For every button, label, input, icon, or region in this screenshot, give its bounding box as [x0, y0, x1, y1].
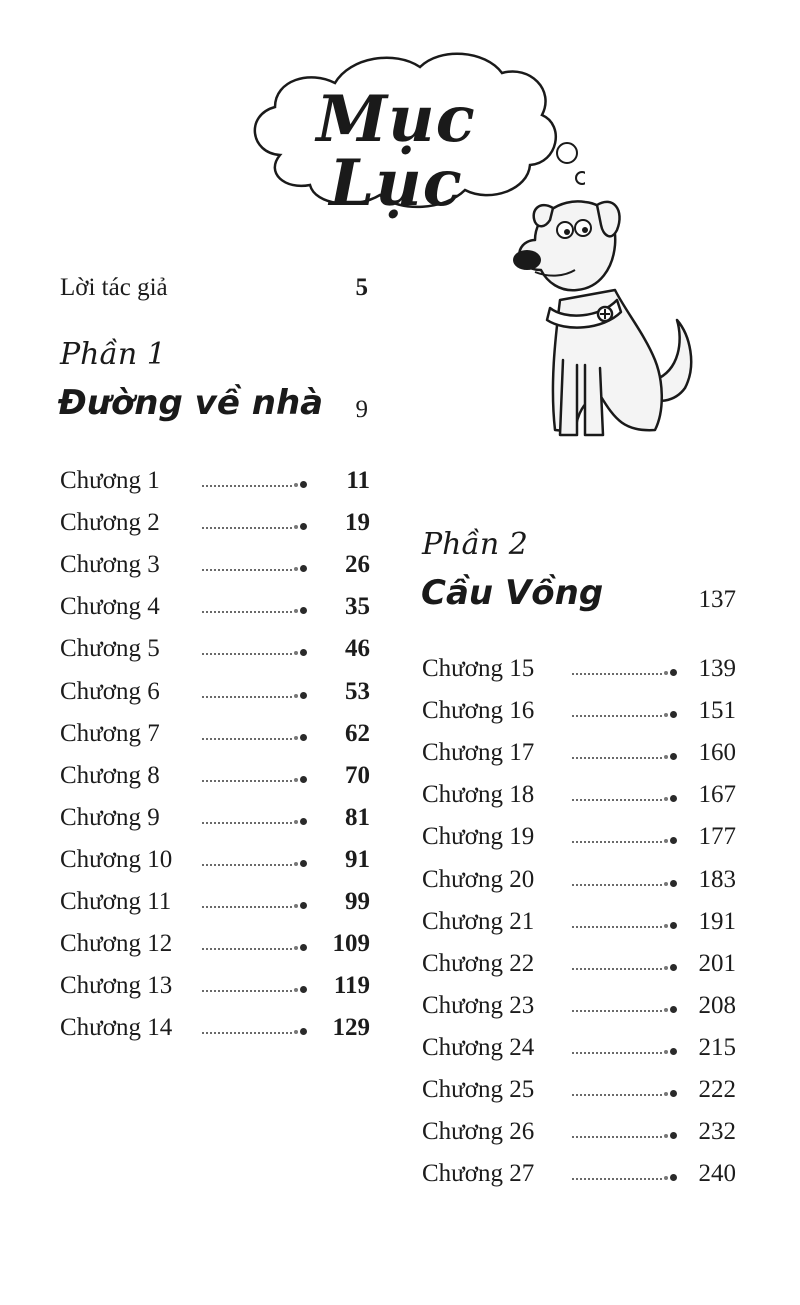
leader-dot-big — [300, 1028, 307, 1035]
dotted-leader — [202, 862, 292, 866]
chapter-page: 53 — [345, 677, 370, 705]
chapter-page: 139 — [698, 655, 736, 682]
cartoon-dog-illustration — [505, 190, 705, 440]
chapter-page: 91 — [345, 845, 370, 873]
chapter-page: 222 — [698, 1076, 736, 1103]
part1-label: Phần 1 — [60, 337, 166, 372]
chapter-label: Chương 13 — [60, 972, 173, 1000]
toc-chapter-row — [60, 466, 372, 496]
chapter-page: 177 — [698, 823, 736, 851]
part1-page: 9 — [355, 396, 368, 423]
chapter-page: 35 — [345, 593, 370, 621]
leader-dot-big — [300, 523, 307, 530]
toc-chapter-row — [422, 738, 738, 768]
chapter-page: 70 — [345, 761, 370, 789]
chapter-page: 167 — [698, 781, 736, 809]
chapter-label: Chương 4 — [60, 593, 160, 621]
dotted-leader — [572, 1134, 662, 1138]
chapter-label: Chương 21 — [422, 907, 535, 935]
part2-title: Cầu Vồng — [421, 573, 604, 613]
chapter-label: Chương 7 — [60, 719, 160, 747]
chapter-label: Chương 8 — [60, 761, 160, 789]
leader-dot-big — [670, 964, 677, 971]
toc-chapter-row — [60, 677, 372, 707]
leader-dot-small — [294, 567, 298, 571]
leader-dot-big — [670, 795, 677, 802]
leader-dot-big — [300, 649, 307, 656]
toc-chapter-row — [60, 803, 372, 833]
chapter-label: Chương 14 — [60, 1014, 173, 1042]
chapter-label: Chương 9 — [60, 803, 160, 831]
dotted-leader — [572, 839, 662, 843]
chapter-label: Chương 1 — [60, 467, 160, 494]
leader-dot-small — [664, 1176, 668, 1180]
leader-dot-big — [670, 1132, 677, 1139]
chapter-page: 208 — [698, 991, 736, 1019]
leader-dot-small — [294, 609, 298, 613]
toc-chapter-row — [60, 887, 372, 917]
dotted-leader — [202, 988, 292, 992]
leader-dot-small — [664, 1008, 668, 1012]
leader-dot-small — [664, 797, 668, 801]
chapter-label: Chương 10 — [60, 845, 173, 873]
chapter-page: 191 — [698, 907, 736, 935]
leader-dot-small — [294, 736, 298, 740]
dotted-leader — [202, 651, 292, 655]
dotted-leader — [202, 778, 292, 782]
chapter-page: 215 — [698, 1033, 736, 1061]
chapter-page: 26 — [345, 551, 370, 579]
leader-dot-big — [300, 902, 307, 909]
toc-chapter-row — [60, 1013, 372, 1043]
chapter-label: Chương 17 — [422, 739, 535, 767]
toc-chapter-row — [60, 971, 372, 1001]
toc-chapter-row — [60, 592, 372, 622]
chapter-label: Chương 22 — [422, 949, 535, 977]
leader-dot-big — [300, 565, 307, 572]
leader-dot-big — [670, 837, 677, 844]
toc-chapter-row — [422, 780, 738, 810]
page-title: Mục Lục — [316, 82, 476, 221]
toc-chapter-row — [422, 991, 738, 1021]
chapter-label: Chương 25 — [422, 1076, 535, 1103]
toc-chapter-row — [60, 550, 372, 580]
chapter-page: 99 — [345, 888, 370, 915]
chapter-label: Chương 16 — [422, 697, 535, 725]
dotted-leader — [572, 797, 662, 801]
leader-dot-small — [294, 694, 298, 698]
dotted-leader — [572, 882, 662, 886]
dotted-leader — [572, 966, 662, 970]
dotted-leader — [202, 946, 292, 950]
toc-chapter-row — [60, 929, 372, 959]
dotted-leader — [202, 820, 292, 824]
leader-dot-big — [300, 692, 307, 699]
leader-dot-small — [294, 778, 298, 782]
dotted-leader — [202, 567, 292, 571]
dotted-leader — [202, 736, 292, 740]
chapter-label: Chương 20 — [422, 865, 535, 893]
chapter-label: Chương 18 — [422, 781, 535, 809]
toc-chapter-row — [422, 949, 738, 979]
chapter-page: 151 — [698, 697, 736, 725]
toc-chapter-row — [422, 1117, 738, 1147]
leader-dot-small — [664, 966, 668, 970]
leader-dot-small — [664, 1134, 668, 1138]
chapter-page: 11 — [346, 467, 370, 494]
leader-dot-big — [670, 1174, 677, 1181]
preface-label: Lời tác giả — [60, 274, 168, 301]
chapter-page: 46 — [345, 635, 370, 663]
leader-dot-small — [294, 483, 298, 487]
leader-dot-small — [294, 946, 298, 950]
leader-dot-big — [300, 860, 307, 867]
leader-dot-big — [670, 880, 677, 887]
leader-dot-small — [664, 671, 668, 675]
leader-dot-small — [664, 755, 668, 759]
dotted-leader — [202, 525, 292, 529]
dotted-leader — [572, 1008, 662, 1012]
toc-chapter-row — [60, 761, 372, 791]
leader-dot-small — [294, 862, 298, 866]
leader-dot-small — [294, 820, 298, 824]
dotted-leader — [202, 483, 292, 487]
leader-dot-big — [300, 986, 307, 993]
toc-chapter-row — [422, 1075, 738, 1105]
leader-dot-big — [670, 1048, 677, 1055]
toc-chapter-row — [422, 822, 738, 852]
leader-dot-small — [664, 924, 668, 928]
dotted-leader — [572, 1092, 662, 1096]
toc-chapter-row — [60, 719, 372, 749]
leader-dot-small — [664, 839, 668, 843]
chapter-page: 232 — [698, 1118, 736, 1146]
toc-chapter-row — [60, 634, 372, 664]
chapter-page: 240 — [698, 1160, 736, 1188]
leader-dot-big — [300, 944, 307, 951]
chapter-page: 62 — [345, 719, 370, 747]
toc-chapter-row — [422, 654, 738, 684]
part2-page: 137 — [698, 586, 736, 613]
dotted-leader — [572, 713, 662, 717]
chapter-page: 201 — [698, 949, 736, 977]
leader-dot-big — [670, 1090, 677, 1097]
dotted-leader — [202, 1030, 292, 1034]
toc-chapter-row — [422, 1159, 738, 1189]
chapter-label: Chương 19 — [422, 823, 535, 851]
toc-chapter-row — [422, 696, 738, 726]
leader-dot-small — [294, 525, 298, 529]
part1-title: Đường về nhà — [58, 383, 324, 423]
leader-dot-small — [294, 1030, 298, 1034]
dotted-leader — [572, 924, 662, 928]
dotted-leader — [572, 1176, 662, 1180]
toc-chapter-row — [422, 1033, 738, 1063]
chapter-page: 183 — [698, 865, 736, 893]
dotted-leader — [572, 671, 662, 675]
chapter-label: Chương 24 — [422, 1033, 535, 1061]
chapter-label: Chương 15 — [422, 655, 535, 682]
leader-dot-big — [300, 776, 307, 783]
dotted-leader — [202, 609, 292, 613]
chapter-label: Chương 2 — [60, 509, 160, 537]
chapter-label: Chương 26 — [422, 1118, 535, 1146]
part2-label: Phần 2 — [422, 527, 528, 562]
leader-dot-small — [294, 651, 298, 655]
chapter-label: Chương 27 — [422, 1160, 535, 1188]
chapter-label: Chương 11 — [60, 888, 172, 915]
leader-dot-big — [670, 922, 677, 929]
leader-dot-big — [300, 607, 307, 614]
chapter-label: Chương 6 — [60, 677, 160, 705]
leader-dot-big — [300, 734, 307, 741]
chapter-page: 19 — [345, 509, 370, 537]
chapter-page: 119 — [333, 972, 370, 1000]
leader-dot-big — [670, 711, 677, 718]
chapter-page: 81 — [345, 803, 370, 831]
chapter-label: Chương 23 — [422, 991, 535, 1019]
preface-page: 5 — [355, 274, 368, 301]
leader-dot-big — [670, 753, 677, 760]
dotted-leader — [572, 755, 662, 759]
toc-chapter-row — [60, 845, 372, 875]
leader-dot-small — [664, 1092, 668, 1096]
leader-dot-big — [300, 818, 307, 825]
leader-dot-big — [300, 481, 307, 488]
leader-dot-big — [670, 1006, 677, 1013]
chapter-page: 109 — [332, 930, 370, 958]
toc-chapter-row — [422, 907, 738, 937]
dotted-leader — [202, 694, 292, 698]
chapter-page: 160 — [698, 739, 736, 767]
leader-dot-small — [294, 904, 298, 908]
leader-dot-small — [294, 988, 298, 992]
leader-dot-small — [664, 1050, 668, 1054]
chapter-label: Chương 12 — [60, 930, 173, 958]
chapter-label: Chương 3 — [60, 551, 160, 579]
toc-chapter-row — [60, 508, 372, 538]
leader-dot-big — [670, 669, 677, 676]
leader-dot-small — [664, 713, 668, 717]
chapter-label: Chương 5 — [60, 635, 160, 663]
toc-chapter-row — [422, 865, 738, 895]
leader-dot-small — [664, 882, 668, 886]
dotted-leader — [202, 904, 292, 908]
chapter-page: 129 — [332, 1014, 370, 1042]
dotted-leader — [572, 1050, 662, 1054]
